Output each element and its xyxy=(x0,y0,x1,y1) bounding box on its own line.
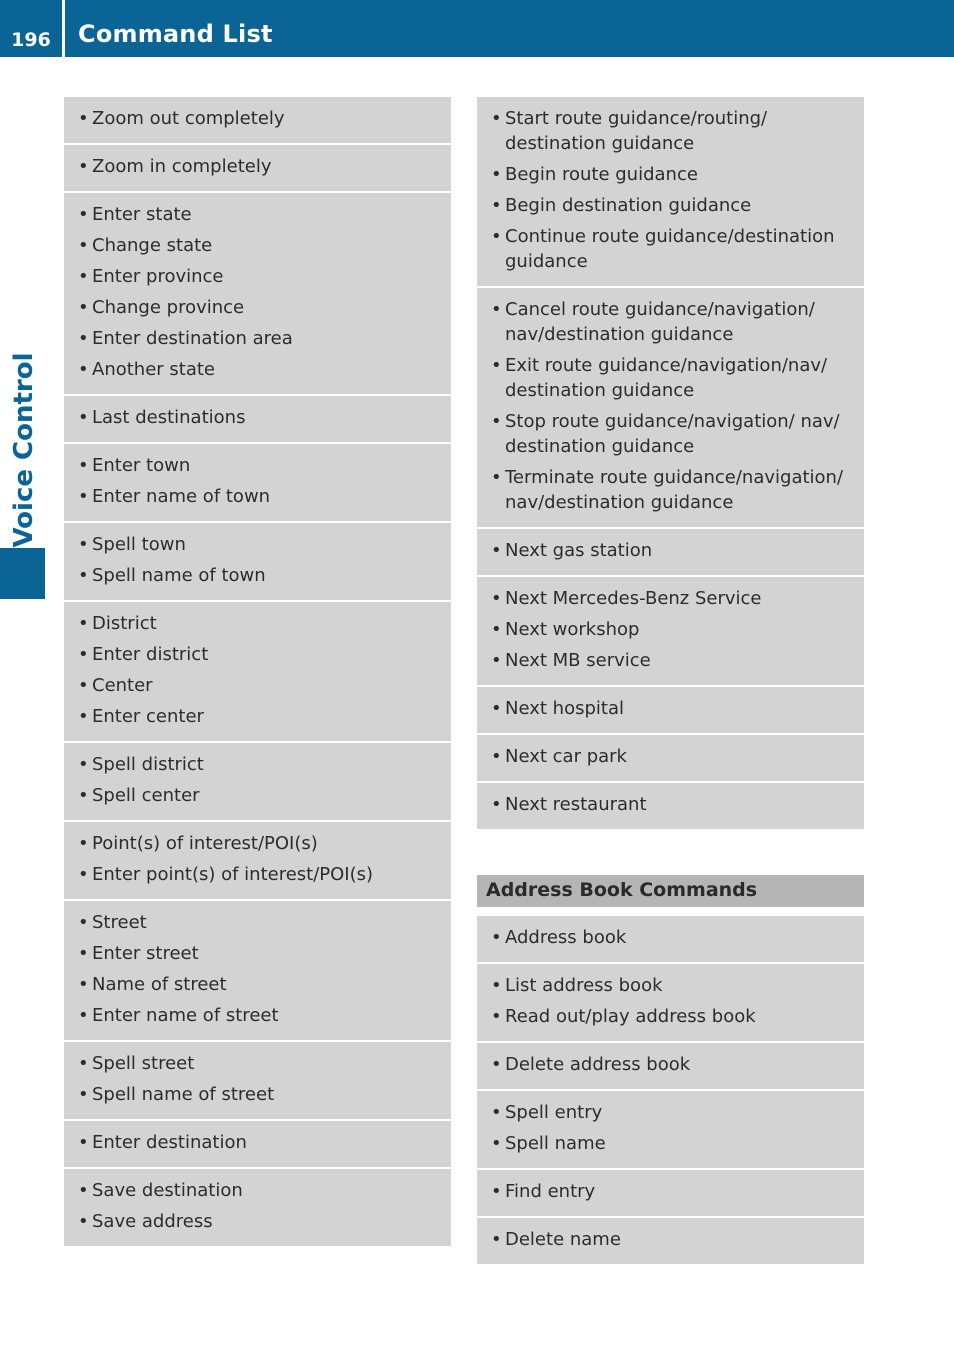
command-item: • Change province xyxy=(76,295,439,320)
left-command-column xyxy=(64,97,451,1248)
command-item: • Next MB service xyxy=(489,648,852,673)
address-book-column xyxy=(477,916,864,1266)
command-item: • Spell name of street xyxy=(76,1082,439,1107)
command-item: • Begin destination guidance xyxy=(489,193,852,218)
command-item: • Spell town xyxy=(76,532,439,557)
command-item: • Another state xyxy=(76,357,439,382)
command-group xyxy=(64,97,451,145)
command-item: • Enter name of street xyxy=(76,1003,439,1028)
command-item: • Continue route guidance/destination guidance xyxy=(489,224,852,274)
command-item: • Point(s) of interest/POI(s) xyxy=(76,831,439,856)
command-item: • Next car park xyxy=(489,744,852,769)
command-group xyxy=(64,145,451,193)
command-group xyxy=(477,687,864,735)
command-item: • Save address xyxy=(76,1209,439,1234)
command-item: • Terminate route guidance/navigation/ nav/destination guidance xyxy=(489,465,852,515)
command-group xyxy=(64,444,451,523)
command-item: • Enter point(s) of interest/POI(s) xyxy=(76,862,439,887)
command-item: • Delete name xyxy=(489,1227,852,1252)
command-item: • Street xyxy=(76,910,439,935)
command-item: • Spell name of town xyxy=(76,563,439,588)
command-item: • Enter town xyxy=(76,453,439,478)
command-item: • Cancel route guidance/navigation/ nav/destination guidance xyxy=(489,297,852,347)
section-heading: Address Book Commands xyxy=(486,879,758,901)
command-item: • Next gas station xyxy=(489,538,852,563)
section-heading-bar xyxy=(477,875,864,907)
command-group xyxy=(64,1042,451,1121)
command-group xyxy=(477,1218,864,1266)
side-section-label xyxy=(2,352,46,548)
command-group xyxy=(477,288,864,529)
command-group xyxy=(64,822,451,901)
side-section-text: Voice Control xyxy=(9,352,39,548)
command-item: • Enter destination area xyxy=(76,326,439,351)
command-item: • Spell name xyxy=(489,1131,852,1156)
command-item: • Next Mercedes-Benz Service xyxy=(489,586,852,611)
command-item: • Last destinations xyxy=(76,405,439,430)
command-item: • Find entry xyxy=(489,1179,852,1204)
command-item: • Exit route guidance/navigation/nav/ destination guidance xyxy=(489,353,852,403)
command-group xyxy=(64,523,451,602)
command-item: • Next hospital xyxy=(489,696,852,721)
header-divider xyxy=(62,0,65,57)
command-group xyxy=(477,577,864,687)
command-item: • Enter state xyxy=(76,202,439,227)
right-command-column xyxy=(477,97,864,831)
command-item: • Zoom out completely xyxy=(76,106,439,131)
command-item: • Begin route guidance xyxy=(489,162,852,187)
command-item: • Enter name of town xyxy=(76,484,439,509)
command-item: • Spell district xyxy=(76,752,439,777)
command-item: • Next workshop xyxy=(489,617,852,642)
page-header xyxy=(0,0,954,57)
command-item: • Enter district xyxy=(76,642,439,667)
command-group xyxy=(477,964,864,1043)
command-group xyxy=(64,743,451,822)
command-item: • Read out/play address book xyxy=(489,1004,852,1029)
command-item: • Spell center xyxy=(76,783,439,808)
page-number: 196 xyxy=(11,29,51,51)
command-item: • Start route guidance/routing/ destination guidance xyxy=(489,106,852,156)
command-group xyxy=(64,1121,451,1169)
command-group xyxy=(64,901,451,1042)
command-item: • District xyxy=(76,611,439,636)
command-item: • Spell street xyxy=(76,1051,439,1076)
command-item: • List address book xyxy=(489,973,852,998)
command-item: • Save destination xyxy=(76,1178,439,1203)
command-item: • Delete address book xyxy=(489,1052,852,1077)
command-item: • Zoom in completely xyxy=(76,154,439,179)
command-group xyxy=(477,1091,864,1170)
command-item: • Next restaurant xyxy=(489,792,852,817)
command-item: • Change state xyxy=(76,233,439,258)
page-title: Command List xyxy=(78,20,273,48)
command-item: • Enter center xyxy=(76,704,439,729)
command-group xyxy=(477,1170,864,1218)
command-item: • Enter destination xyxy=(76,1130,439,1155)
command-item: • Stop route guidance/navigation/ nav/ destination guidance xyxy=(489,409,852,459)
command-item: • Address book xyxy=(489,925,852,950)
command-group xyxy=(477,1043,864,1091)
command-group xyxy=(64,396,451,444)
command-group xyxy=(477,735,864,783)
command-item: • Enter street xyxy=(76,941,439,966)
command-group xyxy=(477,916,864,964)
command-item: • Center xyxy=(76,673,439,698)
command-item: • Enter province xyxy=(76,264,439,289)
command-group xyxy=(477,529,864,577)
side-section-tab xyxy=(0,548,45,599)
command-group xyxy=(477,783,864,831)
command-group xyxy=(64,602,451,743)
command-group xyxy=(64,1169,451,1248)
command-item: • Spell entry xyxy=(489,1100,852,1125)
command-group xyxy=(477,97,864,288)
command-group xyxy=(64,193,451,396)
command-item: • Name of street xyxy=(76,972,439,997)
